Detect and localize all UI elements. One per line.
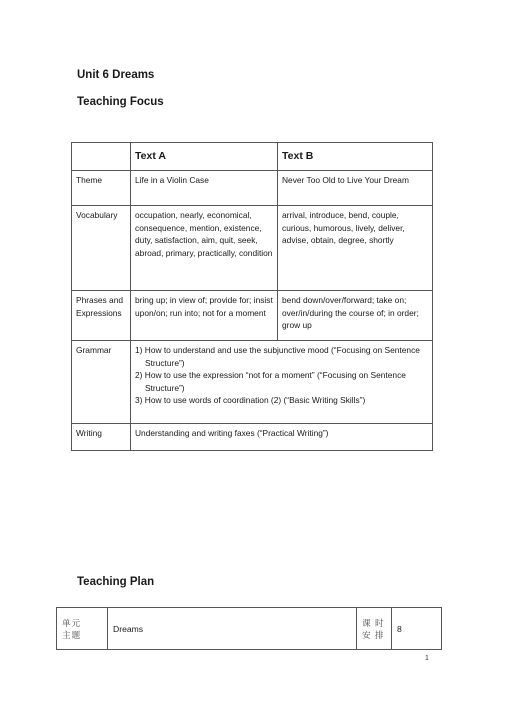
page-number: 1 — [425, 655, 429, 662]
table-row — [57, 608, 442, 650]
list-item: 1) How to understand and use the subjunctive mood (“Focusing on Sentence Structure”) — [135, 345, 420, 368]
text-a-cell: occupation, nearly, economical, consequence, mention, existence, duty, satisfaction, aim, quit, seek, abroad, primary, practically, condition — [131, 206, 278, 291]
header-empty-cell — [72, 143, 131, 171]
teaching-focus-table — [71, 142, 433, 451]
grammar-list — [135, 344, 429, 407]
class-hours-value: 8 — [392, 608, 442, 650]
unit-label-line-2: 主题 — [62, 629, 82, 640]
grammar-cell — [131, 341, 433, 424]
teaching-plan-heading: Teaching Plan — [77, 576, 155, 588]
table-row-grammar — [72, 341, 433, 424]
row-label: Phrases and Expressions — [72, 291, 131, 341]
unit-label-line-1: 单元 — [62, 617, 82, 628]
header-text-a: Text A — [131, 143, 278, 171]
text-b-cell: arrival, introduce, bend, couple, curious, humorous, lively, deliver, advise, obtain, degree, shortly — [278, 206, 433, 291]
document-title: Unit 6 Dreams — [77, 69, 155, 81]
row-label: Writing — [72, 424, 131, 451]
text-a-cell: bring up; in view of; provide for; insist upon/on; run into; not for a moment — [131, 291, 278, 341]
table-row-writing — [72, 424, 433, 451]
teaching-focus-heading: Teaching Focus — [77, 96, 164, 108]
header-text-b: Text B — [278, 143, 433, 171]
hours-label-line-1: 课 时 — [362, 617, 385, 628]
table-row-phrases — [72, 291, 433, 341]
text-b-cell: bend down/over/forward; take on; over/in/during the course of; in order; grow up — [278, 291, 433, 341]
row-label: Vocabulary — [72, 206, 131, 291]
table-row-theme — [72, 171, 433, 206]
writing-cell: Understanding and writing faxes (“Practical Writing”) — [131, 424, 433, 451]
teaching-plan-table — [56, 607, 442, 650]
text-b-cell: Never Too Old to Live Your Dream — [278, 171, 433, 206]
unit-theme-label — [57, 608, 108, 650]
class-hours-label — [357, 608, 392, 650]
hours-label-line-2: 安 排 — [362, 629, 385, 640]
row-label: Theme — [72, 171, 131, 206]
list-item: 2) How to use the expression “not for a moment” (“Focusing on Sentence Structure”) — [135, 370, 406, 393]
row-label: Grammar — [72, 341, 131, 424]
table-row-vocabulary — [72, 206, 433, 291]
table-header-row — [72, 143, 433, 171]
list-item: 3) How to use words of coordination (2) (“Basic Writing Skills”) — [135, 395, 366, 406]
unit-theme-value: Dreams — [108, 608, 357, 650]
text-a-cell: Life in a Violin Case — [131, 171, 278, 206]
